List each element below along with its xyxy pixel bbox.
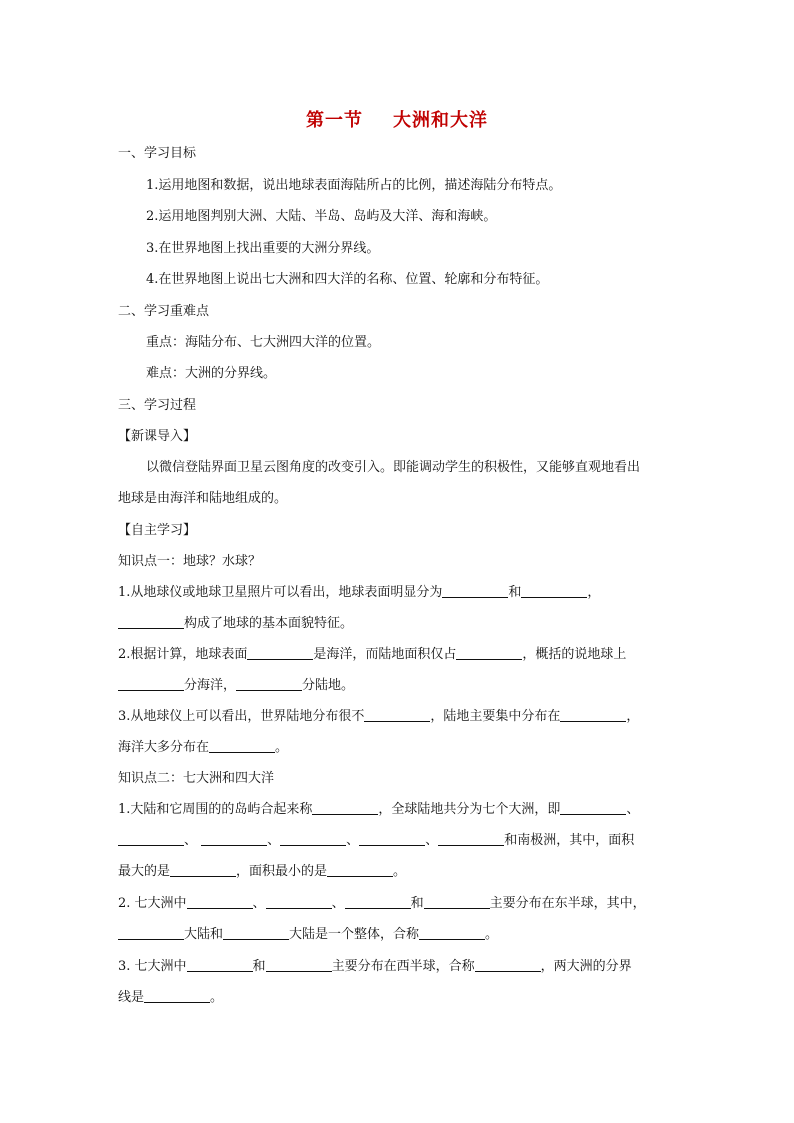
answer-blank[interactable] bbox=[280, 831, 346, 846]
answer-blank[interactable] bbox=[118, 831, 184, 846]
intro-heading: 【新课导入】 bbox=[118, 429, 197, 444]
k1-question-1-cont: 构成了地球的基本面貌特征。 bbox=[118, 614, 353, 634]
k2-question-2-cont: 大陆和 大陆是一个整体，合称 。 bbox=[118, 925, 498, 945]
knowledge-point-1-heading: 知识点一：地球？水球？ bbox=[118, 554, 262, 569]
answer-blank[interactable] bbox=[560, 800, 626, 815]
answer-blank[interactable] bbox=[475, 957, 541, 972]
page-title bbox=[0, 106, 794, 132]
answer-blank[interactable] bbox=[438, 831, 504, 846]
answer-blank[interactable] bbox=[359, 831, 425, 846]
goal-item: 4.在世界地图上说出七大洲和四大洋的名称、位置、轮廓和分布特征。 bbox=[146, 272, 549, 287]
answer-blank[interactable] bbox=[345, 894, 411, 909]
k1-question-1: 1.从地球仪或地球卫星照片可以看出，地球表面明显分为 和 ， bbox=[118, 585, 601, 600]
answer-blank[interactable] bbox=[118, 676, 184, 691]
title-section: 第一节 bbox=[306, 110, 363, 131]
answer-blank[interactable] bbox=[419, 925, 485, 940]
k1-question-2-cont: 分海洋， 分陆地。 bbox=[118, 676, 354, 696]
difficult-point: 难点：大洲的分界线。 bbox=[146, 366, 277, 381]
answer-blank[interactable] bbox=[144, 988, 210, 1003]
goal-item: 3.在世界地图上找出重要的大洲分界线。 bbox=[146, 241, 380, 256]
k2-question-3-cont: 线是 。 bbox=[118, 990, 224, 1005]
k2-question-1-cont2: 最大的是 ，面积最小的是 。 bbox=[118, 864, 407, 879]
self-study-heading: 【自主学习】 bbox=[118, 523, 197, 538]
k1-question-3-cont: 海洋大多分布在 。 bbox=[118, 740, 289, 755]
answer-blank[interactable] bbox=[266, 957, 332, 972]
answer-blank[interactable] bbox=[560, 707, 626, 722]
answer-blank[interactable] bbox=[247, 645, 313, 660]
k1-question-2: 2.根据计算，地球表面 是海洋，而陆地面积仅占 ，概括的说地球上 bbox=[118, 647, 627, 662]
k2-question-1: 1.大陆和它周围的的岛屿合起来称 ，全球陆地共分为七个大洲，即 、 bbox=[118, 802, 640, 817]
answer-blank[interactable] bbox=[223, 925, 289, 940]
section-heading-key-points: 二、学习重难点 bbox=[118, 304, 210, 319]
intro-paragraph-line: 地球是由海洋和陆地组成的。 bbox=[118, 491, 288, 506]
goal-item: 1.运用地图和数据，说出地球表面海陆所占的比例，描述海陆分布特点。 bbox=[146, 178, 562, 193]
answer-blank[interactable] bbox=[521, 583, 587, 598]
answer-blank[interactable] bbox=[209, 738, 275, 753]
answer-blank[interactable] bbox=[424, 894, 490, 909]
answer-blank[interactable] bbox=[364, 707, 430, 722]
section-heading-goals: 一、学习目标 bbox=[118, 146, 197, 161]
intro-paragraph-line: 以微信登陆界面卫星云图角度的改变引入。即能调动学生的积极性，又能够直观地看出 bbox=[146, 460, 641, 475]
answer-blank[interactable] bbox=[312, 800, 378, 815]
k2-question-2: 2. 七大洲中 、 、 和 主要分布在东半球，其中， bbox=[118, 896, 646, 911]
k2-question-1-cont: 、 、 、 、 和南极洲，其中，面积 bbox=[118, 831, 634, 851]
section-heading-process: 三、学习过程 bbox=[118, 398, 197, 413]
k1-question-3: 3.从地球仪上可以看出，世界陆地分布很不 ，陆地主要集中分布在 ， bbox=[118, 709, 640, 724]
answer-blank[interactable] bbox=[187, 894, 253, 909]
answer-blank[interactable] bbox=[456, 645, 522, 660]
answer-blank[interactable] bbox=[118, 614, 184, 629]
answer-blank[interactable] bbox=[170, 862, 236, 877]
answer-blank[interactable] bbox=[236, 676, 302, 691]
k2-question-3: 3. 七大洲中 和 主要分布在西半球，合称 ，两大洲的分界 bbox=[118, 959, 632, 974]
title-topic: 大洲和大洋 bbox=[393, 110, 488, 131]
answer-blank[interactable] bbox=[327, 862, 393, 877]
answer-blank[interactable] bbox=[266, 894, 332, 909]
knowledge-point-2-heading: 知识点二：七大洲和四大洋 bbox=[118, 771, 275, 786]
answer-blank[interactable] bbox=[187, 957, 253, 972]
key-point: 重点：海陆分布、七大洲四大洋的位置。 bbox=[146, 335, 381, 350]
answer-blank[interactable] bbox=[201, 831, 267, 846]
answer-blank[interactable] bbox=[118, 925, 184, 940]
answer-blank[interactable] bbox=[442, 583, 508, 598]
goal-item: 2.运用地图判别大洲、大陆、半岛、岛屿及大洋、海和海峡。 bbox=[146, 209, 497, 224]
